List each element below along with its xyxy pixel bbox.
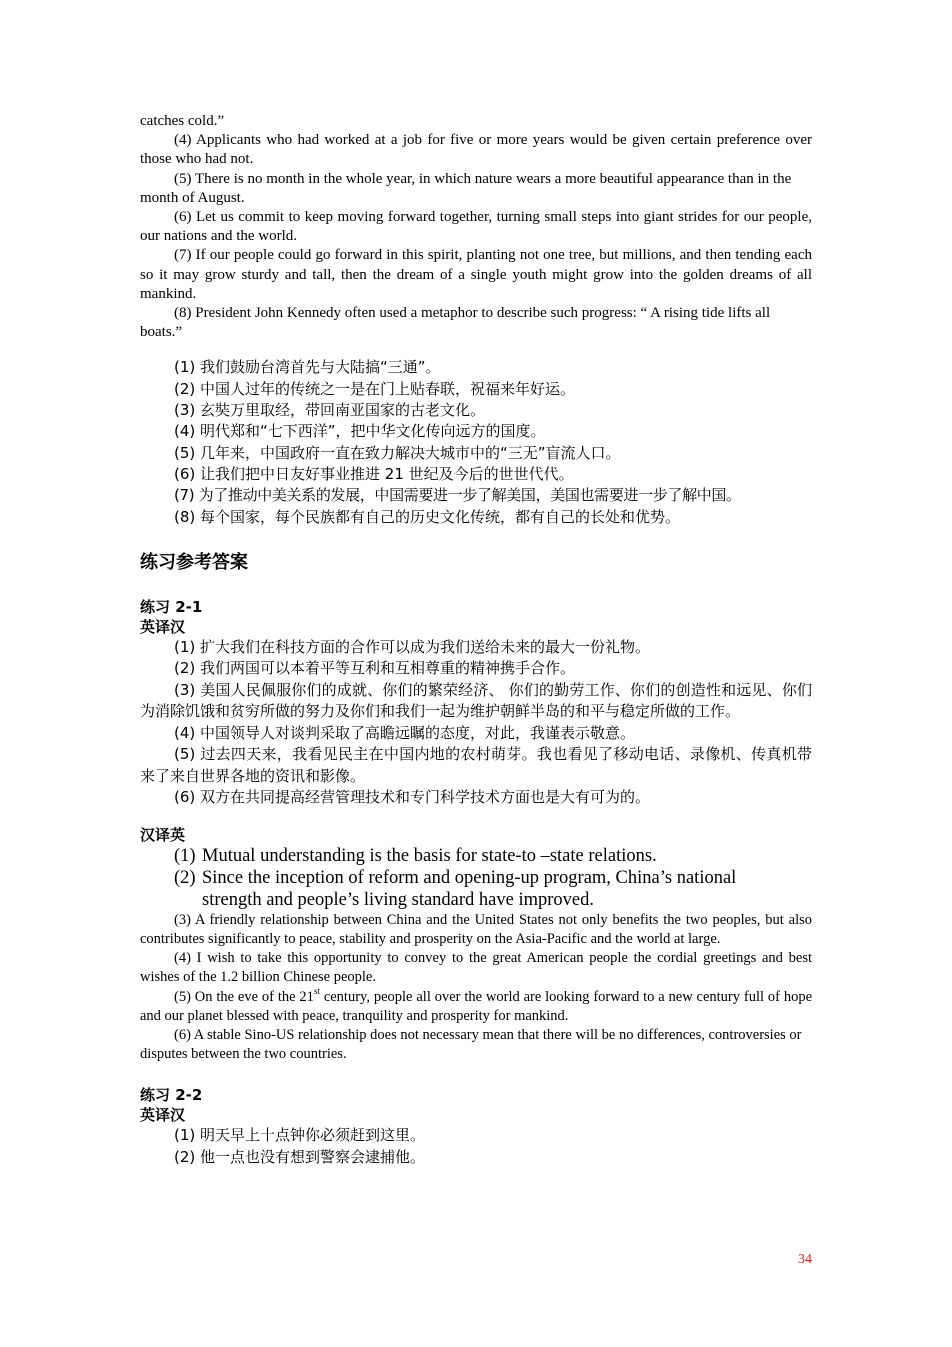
answer-text-continued: strength and people’s living standard have improved. xyxy=(202,889,595,910)
exercise-2-1-e2c-answers xyxy=(140,637,812,809)
chinese-sentence-3: (3) 玄奘万里取经，带回南亚国家的古老文化。 xyxy=(174,401,486,420)
answer-item xyxy=(140,985,813,1026)
chinese-sentence-4: (4) 明代郑和“七下西洋”，把中华文化传向远方的国度。 xyxy=(174,422,546,441)
english-sentence-7: (7) If our people could go forward in this spirit, planting not one tree, but millions, and then tending each so it may grow sturdy and tall, then the dream of a single youth might grow into the golden dreams of all mankind. xyxy=(140,247,812,302)
english-sentence-5: (5) There is no month in the whole year, in which nature wears a more beautiful appearance than in the month of August. xyxy=(140,170,792,206)
chinese-sentence-1: (1) 我们鼓励台湾首先与大陆搞“三通”。 xyxy=(174,358,441,377)
answer-number: (1) xyxy=(174,845,196,866)
answer-item: (6) 双方在共同提高经营管理技术和专门科学技术方面也是大有可为的。 xyxy=(174,788,651,807)
answer-item: (2) 我们两国可以本着平等互利和互相尊重的精神携手合作。 xyxy=(174,659,576,678)
ordinal-superscript: st xyxy=(313,985,320,996)
chinese-sentence-6: (6) 让我们把中日友好事业推进 21 世纪及今后的世世代代。 xyxy=(174,464,574,483)
chinese-sentence-7: (7) 为了推动中美关系的发展，中国需要进一步了解美国，美国也需要进一步了解中国。 xyxy=(174,486,741,505)
page-number: 34 xyxy=(798,1252,812,1267)
answer-item: (1) 明天早上十点钟你必须赶到这里。 xyxy=(174,1126,426,1145)
english-exercise-block xyxy=(140,112,812,342)
answer-text: Since the inception of reform and opening-up program, China’s national xyxy=(202,867,737,888)
english-sentence-4: (4) Applicants who had worked at a job for five or more years would be given certain preference over those who had not. xyxy=(140,132,812,168)
exercise-2-1-e2c-title: 英译汉 xyxy=(140,617,186,636)
answer-item: (1) 扩大我们在科技方面的合作可以成为我们送给未来的最大一份礼物。 xyxy=(174,637,651,656)
answer-item: (3) 美国人民佩服你们的成就、你们的繁荣经济、 你们的勤劳工作、你们的创造性和远见、你们为消除饥饿和贫穷所做的努力及你们和我们一起为维护朝鲜半岛的和平与稳定所做的工作。 xyxy=(140,680,812,721)
answer-text: century, people all over the world are looking forward to a new century full of hope and our planet blessed with peace, tranquility and prosperity for mankind. xyxy=(140,988,813,1024)
english-line-continuation: catches cold.” xyxy=(140,113,225,129)
english-sentence-6: (6) Let us commit to keep moving forward together, turning small steps into giant strides for our people, our nations and the world. xyxy=(140,209,812,245)
english-sentence-8: (8) President John Kennedy often used a metaphor to describe such progress: “ A rising tide lifts all boats.” xyxy=(140,305,771,341)
exercise-2-2-e2c-answers xyxy=(140,1125,812,1168)
answer-item-large xyxy=(140,867,812,911)
answer-text: (5) On the eve of the 21 xyxy=(174,988,314,1005)
chinese-sentence-2: (2) 中国人过年的传统之一是在门上贴春联，祝福来年好运。 xyxy=(174,379,576,398)
chinese-sentence-5: (5) 几年来，中国政府一直在致力解决大城市中的“三无”盲流人口。 xyxy=(174,443,621,462)
section-title: 练习参考答案 xyxy=(140,551,248,573)
exercise-2-1-c2e-answers xyxy=(140,845,812,1065)
chinese-exercise-block xyxy=(140,357,812,527)
answer-text: Mutual understanding is the basis for state-to –state relations. xyxy=(202,845,657,866)
answer-item: (5) 过去四天来，我看见民主在中国内地的农村萌芽。我也看见了移动电话、录像机、传真机带来了来自世界各地的资讯和影像。 xyxy=(140,745,812,785)
answer-number: (2) xyxy=(174,867,196,888)
answer-item: (3) A friendly relationship between China and the United States not only benefits the two peoples, but also contributes significantly to peace, stability and prosperity on the Asia-Pacific and the world at large. xyxy=(140,911,812,948)
exercise-2-1-title: 练习 2-1 xyxy=(140,597,203,616)
exercise-2-2-e2c-title: 英译汉 xyxy=(140,1106,186,1125)
chinese-sentence-8: (8) 每个国家，每个民族都有自己的历史文化传统，都有自己的长处和优势。 xyxy=(174,507,681,526)
answer-item: (4) 中国领导人对谈判采取了高瞻远瞩的态度，对此，我谨表示敬意。 xyxy=(174,723,636,742)
answer-item-large xyxy=(140,845,812,867)
exercise-2-1-c2e-title: 汉译英 xyxy=(140,825,186,844)
page-content xyxy=(140,112,812,1168)
answer-item: (6) A stable Sino-US relationship does not necessary mean that there will be no differences, controversies or disputes between the two countries. xyxy=(140,1027,802,1063)
answer-item: (2) 他一点也没有想到警察会逮捕他。 xyxy=(174,1147,426,1166)
answer-item: (4) I wish to take this opportunity to convey to the great American people the cordial greetings and best wishes of the 1.2 billion Chinese people. xyxy=(140,950,812,986)
exercise-2-2-title: 练习 2-2 xyxy=(140,1086,203,1105)
